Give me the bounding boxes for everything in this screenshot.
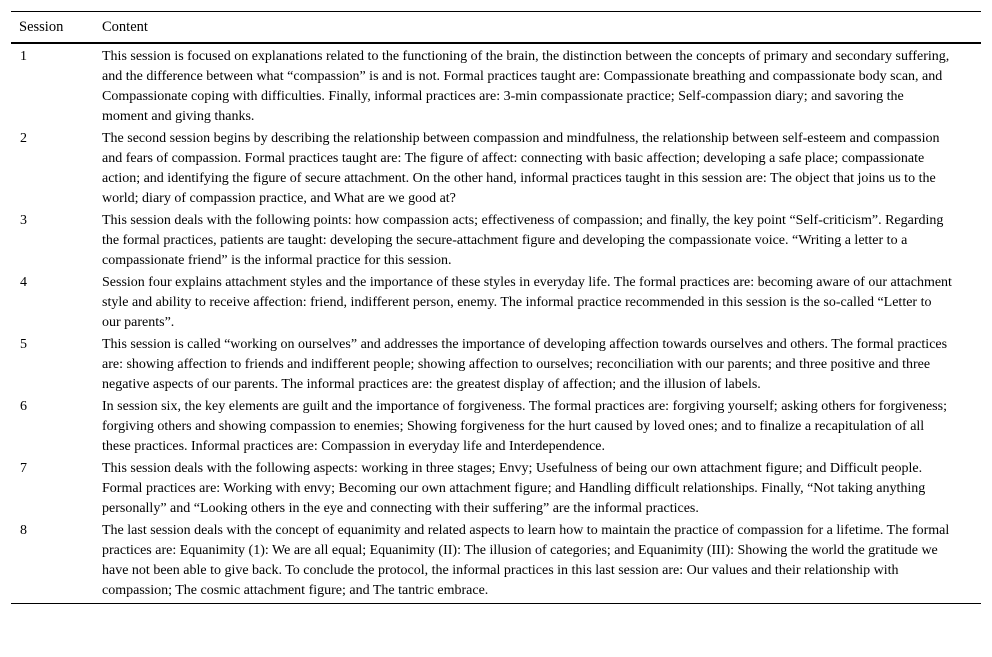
session-content: The last session deals with the concept of equanimity and related aspects to learn how to maintain the practice of compassion for a lifetime. The formal practices are: Equanimity (1): We are all equal; Equanimity (II): The illusion of categories; and Equanimity (III): Showing the world the gratitude we have not been able to give back. To conclude the protocol, the informal practices in this last session are: Our values and their relationship with compassion; The cosmic attachment figure; and The tantric embrace. (102, 523, 950, 598)
session-content: The second session begins by describing the relationship between compassion and mindfulness, the relationship between self-esteem and compassion and fears of compassion. Formal practices taught are: The figure of affect: connecting with basic affection; developing a safe place; compassionate action; and identifying the figure of secure attachment. On the other hand, informal practices taught in this session are: The object that joins us to the world; diary of compassion practice, and What are we good at? (102, 131, 940, 206)
sessions-table (11, 11, 981, 604)
session-number: 2 (20, 131, 27, 146)
table-body (11, 43, 981, 604)
sessions-table-container (11, 11, 981, 604)
table-row (11, 458, 981, 520)
session-content: This session deals with the following points: how compassion acts; effectiveness of compassion; and finally, the key point “Self-criticism”. Regarding the formal practices, patients are taught: developing the secure-attachment figure and developing the compassionate voice. “Writing a letter to a compassionate friend” is the informal practice for this session. (102, 213, 944, 268)
session-number: 3 (20, 213, 27, 228)
session-number: 7 (20, 461, 27, 476)
header-row (11, 12, 981, 44)
session-content: This session is focused on explanations related to the functioning of the brain, the distinction between the concepts of primary and secondary suffering, and the difference between what “compassion” is and is not. Formal practices taught are: Compassionate breathing and compassionate body scan, and Compassionate coping with difficulties. Finally, informal practices are: 3-min compassionate practice; Self-compassion diary; and savoring the moment and giving thanks. (102, 49, 950, 124)
table-row (11, 334, 981, 396)
table-row (11, 43, 981, 128)
table-row (11, 396, 981, 458)
session-content: This session deals with the following aspects: working in three stages; Envy; Usefulness of being our own attachment figure; and Difficult people. Formal practices are: Working with envy; Becoming our own attachment figure; and Handling difficult relationships. Finally, “Not taking anything personally” and “Looking others in the eye and connecting with their suffering” are the informal practices. (102, 461, 926, 516)
session-number: 6 (20, 399, 27, 414)
table-row (11, 210, 981, 272)
session-content: Session four explains attachment styles and the importance of these styles in everyday life. The formal practices are: becoming aware of our attachment style and ability to receive affection: friend, indifferent person, enemy. The informal practice recommended in this session is the so-called “Letter to our parents”. (102, 275, 952, 330)
table-row (11, 520, 981, 604)
session-number: 8 (20, 523, 27, 538)
table-row (11, 128, 981, 210)
header-session: Session (19, 19, 64, 35)
session-number: 5 (20, 337, 27, 352)
session-content: In session six, the key elements are guilt and the importance of forgiveness. The formal practices are: forgiving yourself; asking others for forgiveness; forgiving others and showing compassion to enemies; Showing forgiveness for the hurt caused by loved ones; and to finalize a recapitulation of all these practices. Informal practices are: Compassion in everyday life and Interdependence. (102, 399, 947, 454)
header-content: Content (102, 19, 148, 35)
table-header (11, 12, 981, 44)
session-number: 4 (20, 275, 27, 290)
session-number: 1 (20, 49, 27, 64)
table-row (11, 272, 981, 334)
session-content: This session is called “working on ourselves” and addresses the importance of developing affection towards ourselves and others. The formal practices are: showing affection to friends and indifferent people; showing affection to ourselves; reconciliation with our parents; and three positive and three negative aspects of our parents. The informal practices are: the greatest display of affection; and the illusion of labels. (102, 337, 948, 392)
